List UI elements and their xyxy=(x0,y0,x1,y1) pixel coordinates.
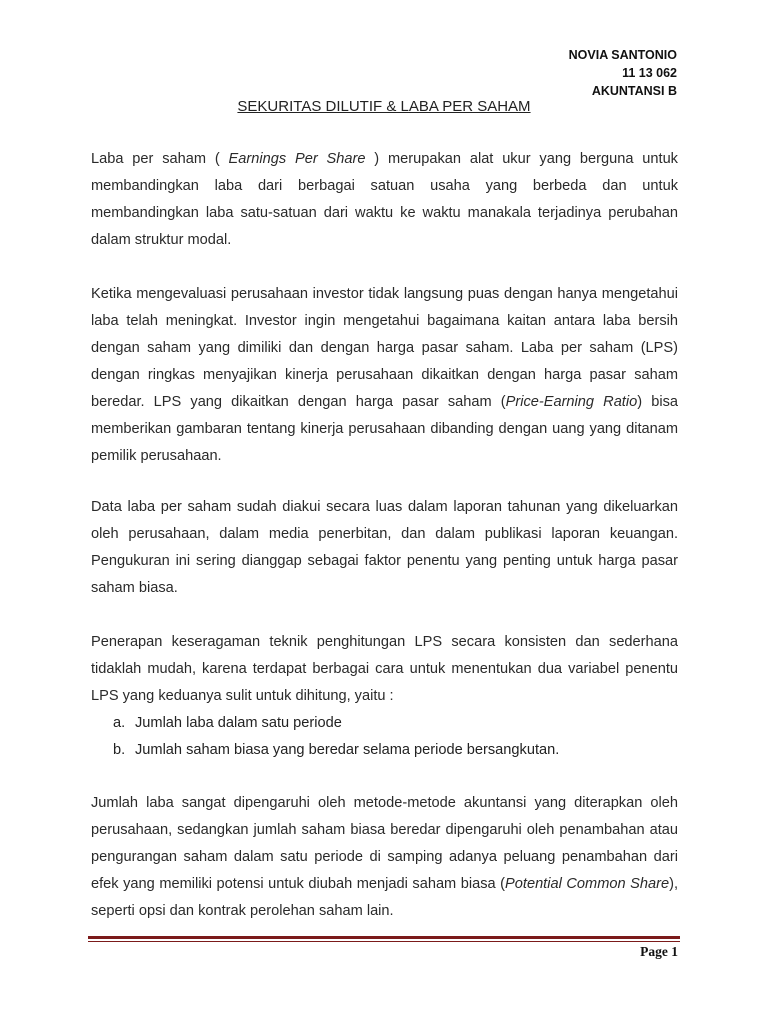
list-marker: b. xyxy=(113,742,126,758)
paragraph-3: Data laba per saham sudah diakui secara luas dalam laporan tahunan yang dikeluarkan oleh perusahaan, dalam media penerbitan, dan dalam publikasi laporan keuangan. Pengukuran ini sering dianggap sebagai faktor penentu yang penting untuk harga pasar saham biasa. xyxy=(91,499,678,596)
footer-rule xyxy=(88,936,680,939)
document-title: SEKURITAS DILUTIF & LABA PER SAHAM xyxy=(237,98,531,115)
p1-text-a: Laba per saham ( xyxy=(91,151,229,167)
student-id: 11 13 062 xyxy=(622,66,677,80)
list-item xyxy=(91,710,678,737)
list-marker: a. xyxy=(113,715,126,731)
list-item-text: Jumlah saham biasa yang beredar selama periode bersangkutan. xyxy=(135,742,560,758)
paragraph-4: Penerapan keseragaman teknik penghitungan LPS secara konsisten dan sederhana tidaklah mudah, karena terdapat berbagai cara untuk menentukan dua variabel penentu LPS yang keduanya sulit untuk dihitung, yaitu : xyxy=(91,634,678,704)
list-item xyxy=(91,737,678,764)
p2-term: Price-Earning Ratio xyxy=(505,394,638,410)
p1-text-b: ) merupakan alat ukur yang berguna untuk membandingkan laba dari berbagai satuan usaha yang berbeda dan untuk membandingkan laba satu-satuan dari waktu ke waktu manakala terjadinya perubahan dalam struktur modal. xyxy=(91,151,678,248)
list-item-text: Jumlah laba dalam satu periode xyxy=(135,715,342,731)
author-name: NOVIA SANTONIO xyxy=(568,48,677,62)
p5-text-a: Jumlah laba sangat dipengaruhi oleh metode-metode akuntansi yang diterapkan oleh perusahaan, sedangkan jumlah saham biasa beredar dipengaruhi oleh penambahan atau pengurangan saham dalam satu periode di samping adanya peluang penambahan dari efek yang memiliki potensi untuk diubah menjadi saham biasa ( xyxy=(91,795,678,892)
paragraph-2 xyxy=(91,281,678,470)
author-block xyxy=(569,46,677,100)
footer-rule-thin xyxy=(88,941,680,942)
variable-list xyxy=(91,710,678,764)
p2-text-a: Ketika mengevaluasi perusahaan investor tidak langsung puas dengan hanya mengetahui laba telah meningkat. Investor ingin mengetahui bagaimana kaitan antara laba bersih dengan saham yang dimiliki dan dengan harga pasar saham. Laba per saham (LPS) dengan ringkas menyajikan kinerja perusahaan dikaitkan dengan harga pasar saham beredar. LPS yang dikaitkan dengan harga pasar saham ( xyxy=(91,286,678,410)
class-name: AKUNTANSI B xyxy=(591,84,677,98)
paragraph-1 xyxy=(91,146,678,254)
p5-text-b: ), seperti opsi dan kontrak perolehan saham lain. xyxy=(91,876,678,919)
p2-text-b: ) bisa memberikan gambaran tentang kinerja perusahaan dibanding dengan uang yang ditanam pemilik perusahaan. xyxy=(91,394,678,464)
page-number: Page 1 xyxy=(640,944,678,959)
p5-term: Potential Common Share xyxy=(505,876,670,892)
paragraph-5 xyxy=(91,790,678,925)
p1-term: Earnings Per Share xyxy=(228,151,366,167)
